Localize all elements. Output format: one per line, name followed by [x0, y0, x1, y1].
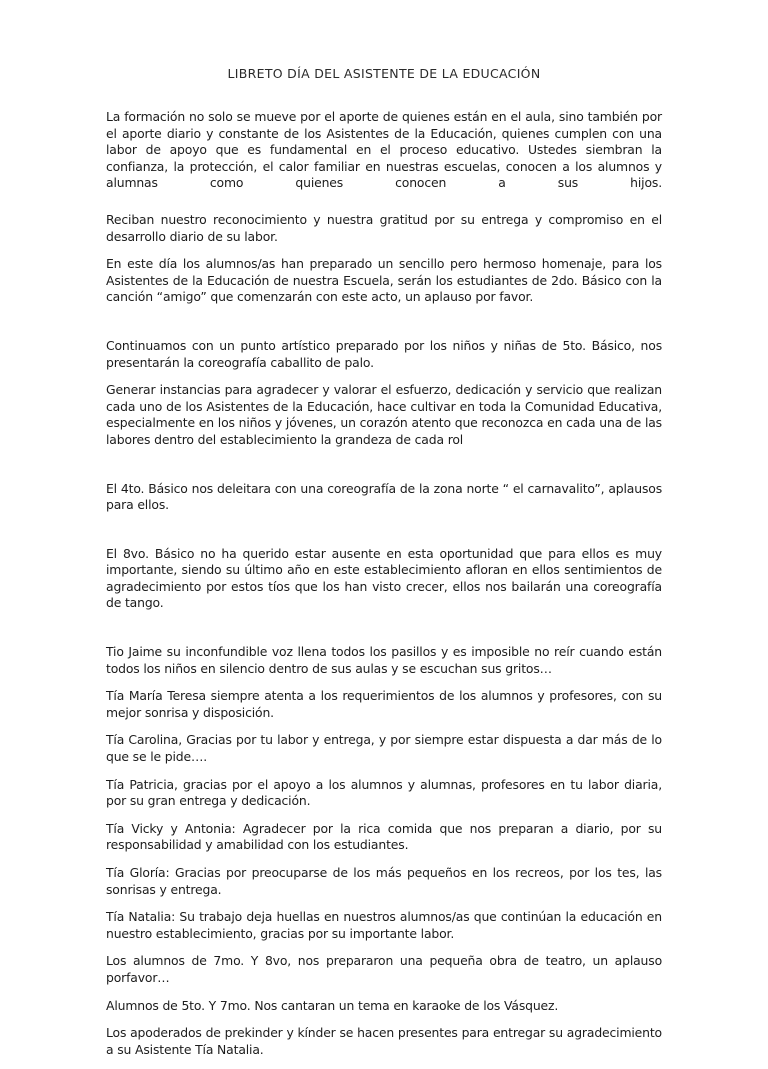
document-page — [106, 66, 662, 1069]
paragraph-tia-maria-teresa: Tía María Teresa siempre atenta a los requerimientos de los alumnos y profesores, con su mejor sonrisa y disposición. — [106, 688, 662, 720]
paragraph-recognition: Reciban nuestro reconocimiento y nuestra gratitud por su entrega y compromiso en el desarrollo diario de su labor. — [106, 211, 662, 244]
paragraph-2do-basico: En este día los alumnos/as han preparado un sencillo pero hermoso homenaje, para los Asistentes de la Educación de nuestra Escuela, serán los estudiantes de 2do. Básico con la canción “amigo” que comenzarán con este acto, un aplauso por favor. — [106, 256, 662, 305]
paragraph-tio-jaime: Tio Jaime su inconfundible voz llena todos los pasillos y es imposible no reír cuando están todos los niños en silencio dentro de sus aulas y se escuchan sus gritos… — [106, 644, 662, 676]
paragraph-8vo-basico: El 8vo. Básico no ha querido estar ausente en esta oportunidad que para ellos es muy importante, siendo su último año en este establecimiento afloran en ellos sentimientos de agradecimiento por estos tíos que los han visto crecer, ellos nos bailarán una coreografía de tango. — [106, 545, 662, 611]
paragraph-7mo-8vo: Los alumnos de 7mo. Y 8vo, nos prepararon una pequeña obra de teatro, un aplauso porfavor… — [106, 953, 662, 985]
paragraph-intro: La formación no solo se mueve por el aporte de quienes están en el aula, sino también por el aporte diario y constante de los Asistentes de la Educación, quienes cumplen con una labor de apoyo que es fundamental en el proceso educativo. Ustedes siembran la confianza, la protección, el calor familiar en nuestras escuelas, conocen a los alumnos y alumnas como quienes conocen a sus hijos. — [106, 109, 662, 191]
paragraph-tia-gloria: Tía Gloría: Gracias por preocuparse de los más pequeños en los recreos, por los tes, las sonrisas y entrega. — [106, 865, 662, 897]
paragraph-tia-carolina: Tía Carolina, Gracias por tu labor y entrega, y por siempre estar dispuesta a dar más de lo que se le pide…. — [106, 732, 662, 765]
paragraph-apoderados: Los apoderados de prekinder y kínder se hacen presentes para entregar su agradecimiento a su Asistente Tía Natalia. — [106, 1025, 662, 1057]
paragraph-tia-patricia: Tía Patricia, gracias por el apoyo a los alumnos y alumnas, profesores en tu labor diaria, por su gran entrega y dedicación. — [106, 776, 662, 809]
paragraph-instancias: Generar instancias para agradecer y valorar el esfuerzo, dedicación y servicio que realizan cada uno de los Asistentes de la Educación, hace cultivar en toda la Comunidad Educativa, especialmente en los niños y jóvenes, un corazón atento que reconozca en cada una de las labores dentro del establecimiento la grandeza de cada rol — [106, 382, 662, 447]
paragraph-5to-basico: Continuamos con un punto artístico preparado por los niños y niñas de 5to. Básico, nos presentarán la coreografía caballito de palo. — [106, 337, 662, 370]
paragraph-tia-natalia: Tía Natalia: Su trabajo deja huellas en nuestros alumnos/as que continúan la educación en nuestro establecimiento, gracias por su importante labor. — [106, 909, 662, 941]
paragraph-4to-basico: El 4to. Básico nos deleitara con una coreografía de la zona norte “ el carnavalito”, aplausos para ellos. — [106, 480, 662, 513]
paragraph-tia-vicky-antonia: Tía Vicky y Antonia: Agradecer por la rica comida que nos preparan a diario, por su responsabilidad y amabilidad con los estudiantes. — [106, 820, 662, 853]
document-title: LIBRETO DÍA DEL ASISTENTE DE LA EDUCACIÓN — [227, 66, 541, 81]
paragraph-5to-7mo: Alumnos de 5to. Y 7mo. Nos cantaran un tema en karaoke de los Vásquez. — [106, 997, 559, 1013]
